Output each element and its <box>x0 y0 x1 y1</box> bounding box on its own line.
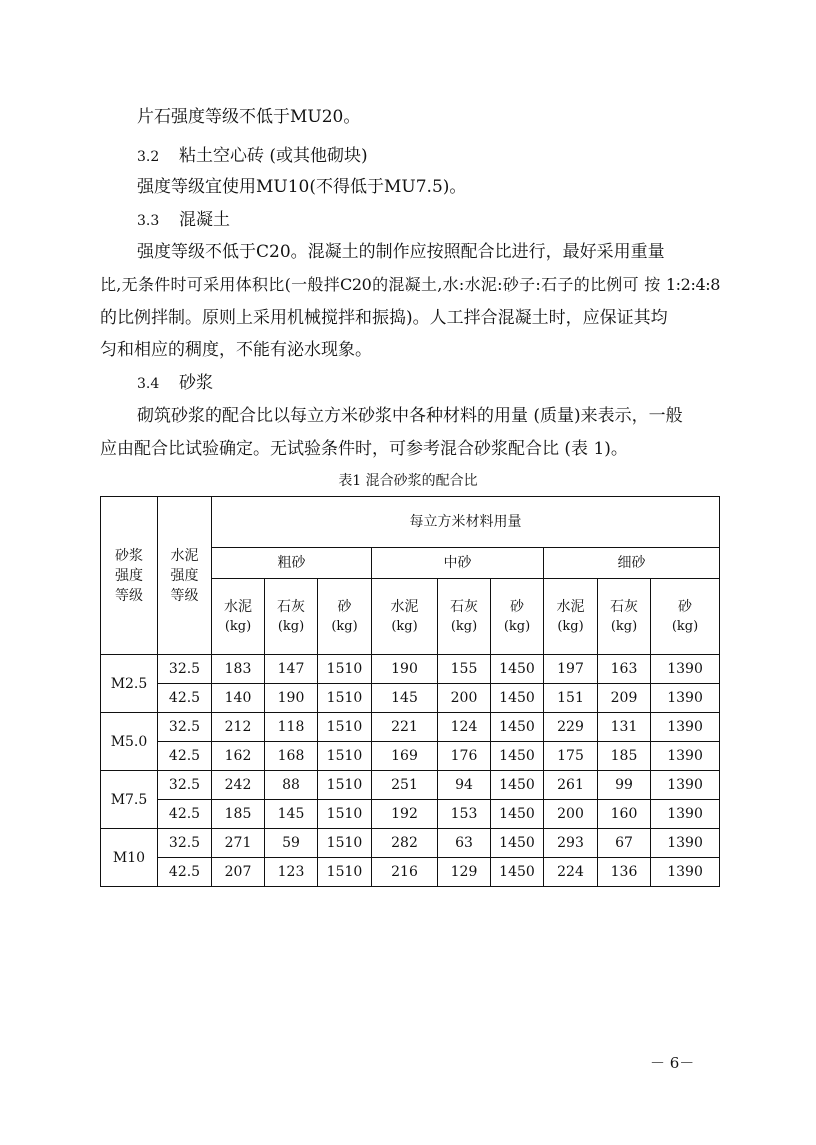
header-label: 石灰 <box>610 598 638 615</box>
mortar-grade-cell: M7.5 <box>101 771 158 829</box>
table-row <box>101 713 720 742</box>
header-lime-kg <box>598 579 651 655</box>
header-cement-grade: 水泥强度等级 <box>158 497 212 655</box>
value-cell: 242 <box>212 771 265 800</box>
value-cell: 1510 <box>318 713 372 742</box>
header-unit: (kg) <box>503 618 531 634</box>
value-cell: 1450 <box>491 713 544 742</box>
value-cell: 190 <box>265 684 318 713</box>
value-cell: 67 <box>598 829 651 858</box>
cement-grade-cell: 42.5 <box>158 742 212 771</box>
value-cell: 224 <box>544 858 598 887</box>
header-label: 水泥 <box>556 598 585 615</box>
header-label: 水泥 <box>224 598 252 615</box>
value-cell: 185 <box>212 800 265 829</box>
mortar-grade-cell: M5.0 <box>101 713 158 771</box>
value-cell: 175 <box>544 742 598 771</box>
value-cell: 162 <box>212 742 265 771</box>
mortar-grade-cell: M10 <box>101 829 158 887</box>
value-cell: 1390 <box>651 829 720 858</box>
paragraph-line: 强度等级宜使用MU10(不得低于MU7.5)。 <box>137 177 467 197</box>
value-cell: 1510 <box>318 858 372 887</box>
header-unit: (kg) <box>671 618 699 634</box>
value-cell: 145 <box>372 684 438 713</box>
header-label: 砂 <box>337 598 352 615</box>
value-cell: 1510 <box>318 742 372 771</box>
section-number: 3.3 <box>137 213 160 229</box>
header-unit: (kg) <box>450 618 478 634</box>
section-heading-3-3 <box>137 208 230 233</box>
value-cell: 99 <box>598 771 651 800</box>
paragraph-line: 应由配合比试验确定。无试验条件时，可参考混合砂浆配合比 (表 1)。 <box>100 439 628 459</box>
value-cell: 293 <box>544 829 598 858</box>
mortar-mix-table <box>100 496 720 887</box>
header-unit: (kg) <box>331 618 358 634</box>
paragraph-line: 匀和相应的稠度，不能有泌水现象。 <box>100 340 372 360</box>
paragraph-line: 比,无条件时可采用体积比(一般拌C20的混凝土,水:水泥:砂子:石子的比例可 按 1:2:4:8 <box>100 275 720 294</box>
header-label: 石灰 <box>450 598 478 615</box>
table-row <box>101 771 720 800</box>
paragraph-line: 砌筑砂浆的配合比以每立方米砂浆中各种材料的用量 (质量)来表示，一般 <box>137 406 683 426</box>
section-number: 3.2 <box>137 149 160 165</box>
header-sand-kg <box>318 579 372 655</box>
paragraph-line: 片石强度等级不低于MU20。 <box>137 107 361 127</box>
cement-grade-cell: 42.5 <box>158 800 212 829</box>
value-cell: 59 <box>265 829 318 858</box>
value-cell: 123 <box>265 858 318 887</box>
value-cell: 183 <box>212 655 265 684</box>
header-unit: (kg) <box>557 618 584 634</box>
value-cell: 160 <box>598 800 651 829</box>
value-cell: 212 <box>212 713 265 742</box>
value-cell: 1450 <box>491 858 544 887</box>
value-cell: 1390 <box>651 858 720 887</box>
table-caption: 表1 混合砂浆的配合比 <box>338 473 478 489</box>
value-cell: 140 <box>212 684 265 713</box>
paragraph-line: 的比例拌制。原则上采用机械搅拌和振捣)。人工拌合混凝土时，应保证其均 <box>100 308 668 328</box>
value-cell: 63 <box>438 829 491 858</box>
cement-grade-cell: 42.5 <box>158 858 212 887</box>
value-cell: 151 <box>544 684 598 713</box>
value-cell: 129 <box>438 858 491 887</box>
value-cell: 221 <box>372 713 438 742</box>
section-number: 3.4 <box>137 376 160 392</box>
header-label: 砂 <box>678 598 693 615</box>
value-cell: 1390 <box>651 742 720 771</box>
value-cell: 169 <box>372 742 438 771</box>
table-row <box>101 829 720 858</box>
value-cell: 88 <box>265 771 318 800</box>
header-medium-sand: 中砂 <box>372 548 544 579</box>
value-cell: 155 <box>438 655 491 684</box>
value-cell: 185 <box>598 742 651 771</box>
value-cell: 1450 <box>491 771 544 800</box>
value-cell: 145 <box>265 800 318 829</box>
value-cell: 229 <box>544 713 598 742</box>
header-sand-kg <box>651 579 720 655</box>
value-cell: 1450 <box>491 829 544 858</box>
value-cell: 251 <box>372 771 438 800</box>
value-cell: 124 <box>438 713 491 742</box>
section-title: 粘土空心砖 (或其他砌块) <box>179 146 368 166</box>
header-label: 石灰 <box>277 598 305 615</box>
value-cell: 1390 <box>651 655 720 684</box>
value-cell: 271 <box>212 829 265 858</box>
value-cell: 94 <box>438 771 491 800</box>
header-unit: (kg) <box>224 618 252 634</box>
value-cell: 163 <box>598 655 651 684</box>
header-label: 砂 <box>510 598 524 615</box>
header-unit: (kg) <box>610 618 638 634</box>
paragraph-line: 强度等级不低于C20。混凝土的制作应按照配合比进行，最好采用重量 <box>137 242 665 262</box>
header-fine-sand: 细砂 <box>544 548 720 579</box>
value-cell: 207 <box>212 858 265 887</box>
cement-grade-cell: 32.5 <box>158 713 212 742</box>
value-cell: 1510 <box>318 684 372 713</box>
value-cell: 192 <box>372 800 438 829</box>
header-sand-kg <box>491 579 544 655</box>
table-row <box>101 742 720 771</box>
value-cell: 190 <box>372 655 438 684</box>
value-cell: 1510 <box>318 655 372 684</box>
table-row <box>101 858 720 887</box>
value-cell: 197 <box>544 655 598 684</box>
header-material-per-m3: 每立方米材料用量 <box>212 497 720 548</box>
value-cell: 1390 <box>651 713 720 742</box>
header-coarse-sand: 粗砂 <box>212 548 372 579</box>
cement-grade-cell: 42.5 <box>158 684 212 713</box>
value-cell: 118 <box>265 713 318 742</box>
value-cell: 131 <box>598 713 651 742</box>
table-row <box>101 684 720 713</box>
header-cement-kg <box>372 579 438 655</box>
table-row <box>101 655 720 684</box>
cement-grade-cell: 32.5 <box>158 771 212 800</box>
mortar-grade-cell: M2.5 <box>101 655 158 713</box>
value-cell: 147 <box>265 655 318 684</box>
value-cell: 1510 <box>318 829 372 858</box>
header-unit: (kg) <box>391 618 418 634</box>
header-cement-kg <box>212 579 265 655</box>
value-cell: 261 <box>544 771 598 800</box>
header-cement-kg <box>544 579 598 655</box>
value-cell: 200 <box>544 800 598 829</box>
value-cell: 1450 <box>491 684 544 713</box>
section-heading-3-2 <box>137 144 368 169</box>
value-cell: 209 <box>598 684 651 713</box>
value-cell: 1450 <box>491 742 544 771</box>
section-heading-3-4 <box>137 371 213 396</box>
value-cell: 200 <box>438 684 491 713</box>
section-title: 混凝土 <box>179 210 230 230</box>
value-cell: 1510 <box>318 771 372 800</box>
header-label: 水泥 <box>390 598 419 615</box>
value-cell: 176 <box>438 742 491 771</box>
value-cell: 168 <box>265 742 318 771</box>
value-cell: 282 <box>372 829 438 858</box>
header-mortar-grade: 砂浆强度等级 <box>101 497 158 655</box>
value-cell: 1390 <box>651 800 720 829</box>
header-unit: (kg) <box>277 618 305 634</box>
table-row <box>101 800 720 829</box>
cement-grade-cell: 32.5 <box>158 829 212 858</box>
value-cell: 1390 <box>651 684 720 713</box>
cement-grade-cell: 32.5 <box>158 655 212 684</box>
value-cell: 1390 <box>651 771 720 800</box>
value-cell: 216 <box>372 858 438 887</box>
header-lime-kg <box>265 579 318 655</box>
section-title: 砂浆 <box>179 373 213 393</box>
value-cell: 153 <box>438 800 491 829</box>
value-cell: 1450 <box>491 800 544 829</box>
value-cell: 1450 <box>491 655 544 684</box>
page-number: － 6－ <box>650 1054 695 1072</box>
header-lime-kg <box>438 579 491 655</box>
value-cell: 136 <box>598 858 651 887</box>
value-cell: 1510 <box>318 800 372 829</box>
